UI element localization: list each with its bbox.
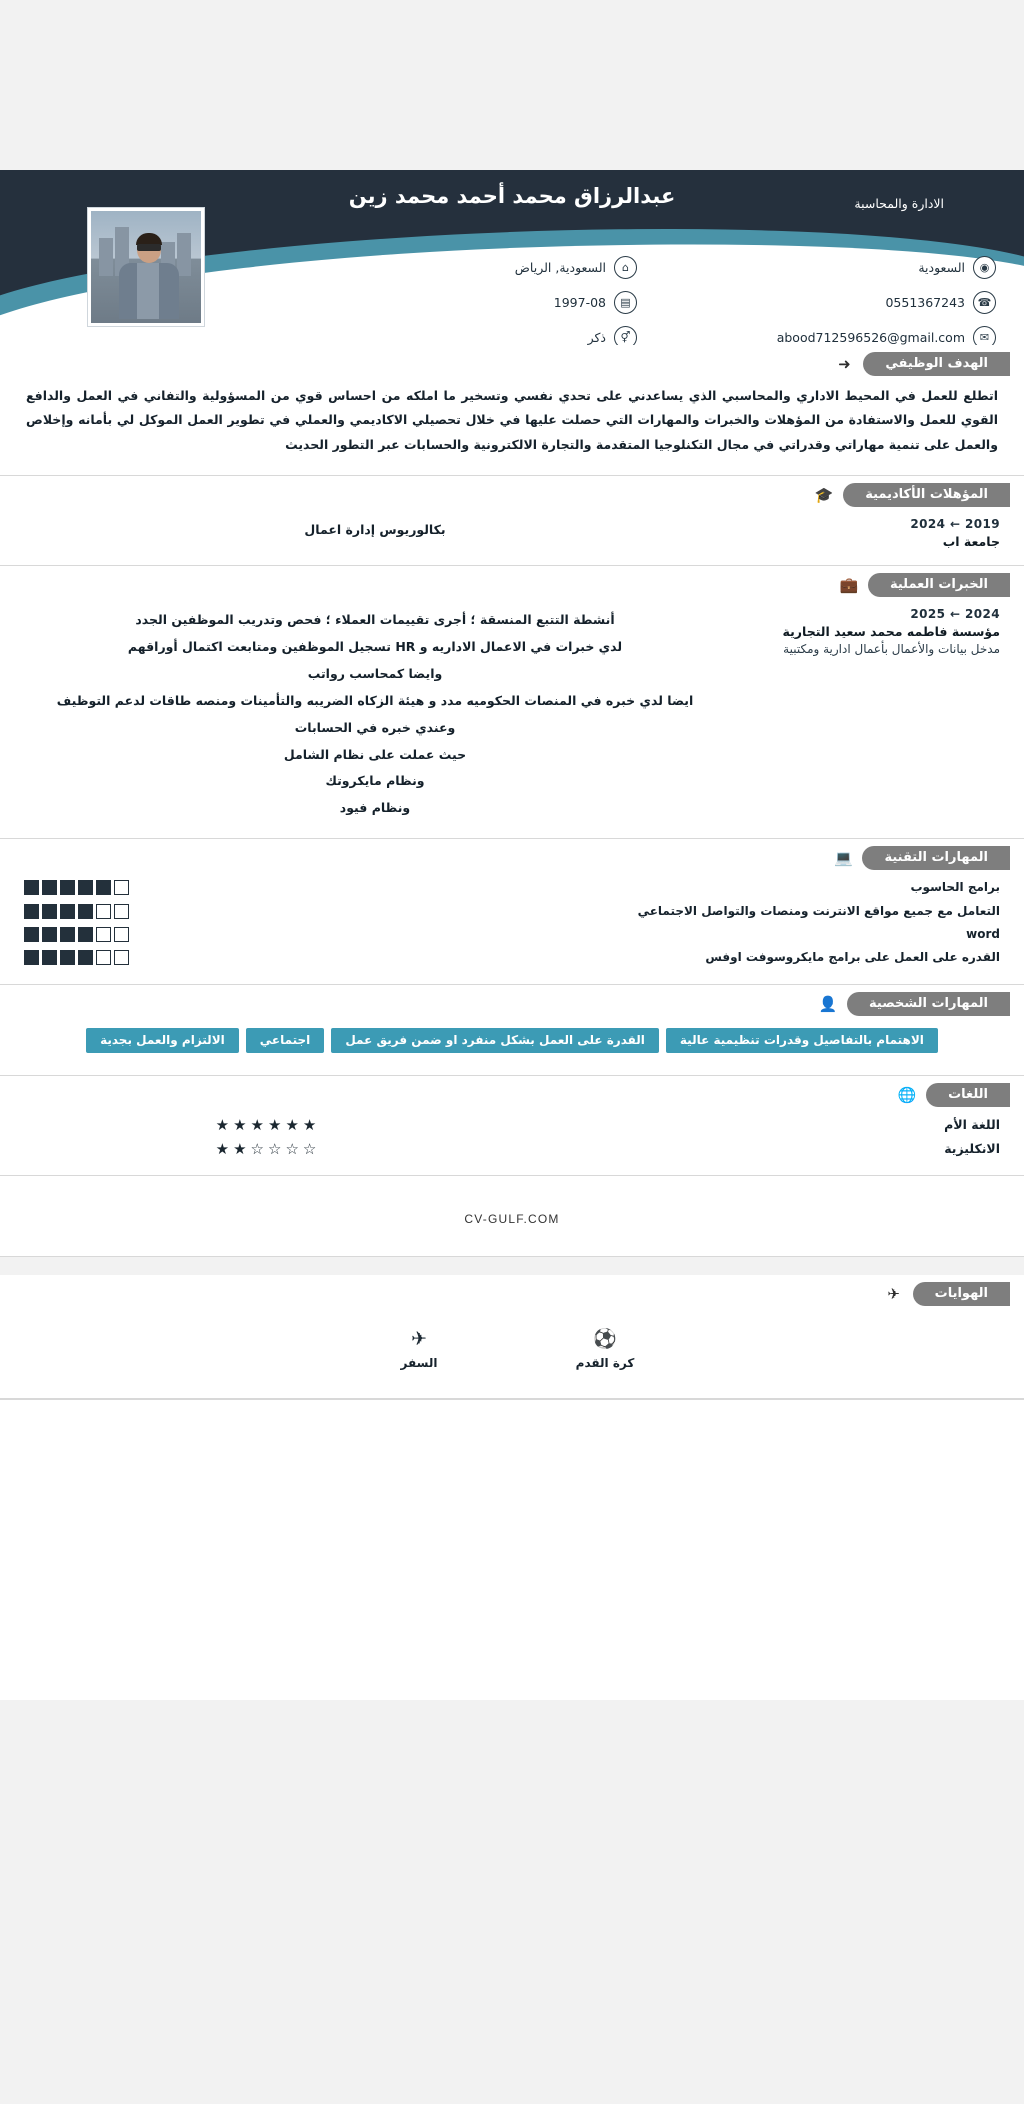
rating-box <box>78 904 93 919</box>
experience-entry <box>14 603 1010 824</box>
section-education <box>0 476 1024 566</box>
avatar <box>88 208 204 326</box>
rating-box <box>24 904 39 919</box>
person-skill-icon: 👤 <box>818 994 838 1013</box>
calendar-icon: ▤ <box>614 291 637 314</box>
section-objective <box>0 345 1024 476</box>
rating-box <box>114 904 129 919</box>
technical-skill-list <box>14 876 1010 970</box>
language-row <box>14 1137 1010 1161</box>
contact-item-location <box>637 256 996 279</box>
page-break-gap <box>0 1257 1024 1275</box>
contact-text: السعودية, الرياض <box>514 260 606 275</box>
skill-rating <box>24 927 144 942</box>
section-title: الخبرات العملية <box>868 573 1010 597</box>
skill-chip: اجتماعي <box>246 1028 325 1053</box>
technical-skill-row <box>14 946 1010 969</box>
list-item: لدي خبرات في الاعمال الاداريه و HR تسجيل الموظفين ومتابعت اكتمال أوراقهم <box>127 639 623 654</box>
contact-item-gender <box>278 326 637 345</box>
rating-box <box>24 927 39 942</box>
section-personal-skills <box>0 985 1024 1076</box>
phone-icon: ☎ <box>973 291 996 314</box>
hobby-label: كرة القدم <box>575 1356 635 1371</box>
page-title: عبدالرزاق محمد أحمد محمد زين <box>348 184 676 208</box>
cv-body-page-2 <box>0 1275 1024 1701</box>
rating-box <box>60 950 75 965</box>
personal-skill-chips <box>14 1022 1010 1061</box>
list-item: ونظام فيود <box>339 800 411 816</box>
computer-icon: 💻 <box>834 849 853 868</box>
education-degree: بكالوريوس إدارة اعمال <box>304 522 446 538</box>
section-technical-skills <box>0 839 1024 985</box>
rating-box <box>24 950 39 965</box>
rating-box <box>60 904 75 919</box>
header-field-label: الادارة والمحاسبة <box>854 196 944 211</box>
hobby-item <box>374 1328 464 1371</box>
rating-box <box>96 927 111 942</box>
skill-rating <box>24 880 144 895</box>
rating-box <box>78 880 93 895</box>
language-row <box>14 1113 1010 1137</box>
skill-label: القدره على العمل على برامج مايكروسوفت اوفس <box>705 950 1000 965</box>
cv-body <box>0 345 1024 1257</box>
language-label: اللغة الأم <box>944 1117 1000 1133</box>
rating-box <box>114 880 129 895</box>
envelope-icon: ✉ <box>973 326 996 345</box>
rating-box <box>24 880 39 895</box>
rating-box <box>42 904 57 919</box>
skill-label: word <box>966 926 1000 941</box>
hobby-label: السفر <box>400 1356 438 1371</box>
cv-header <box>0 170 1024 345</box>
contact-item-phone <box>637 291 996 314</box>
rating-box <box>114 927 129 942</box>
skill-chip: الالتزام والعمل بجدية <box>86 1028 239 1053</box>
section-title: المهارات التقنية <box>862 846 1010 870</box>
experience-company: مؤسسة فاطمه محمد سعيد التجارية <box>782 624 1000 640</box>
rating-box <box>42 950 57 965</box>
rating-box <box>78 950 93 965</box>
hobby-icon: ✈ <box>887 1284 900 1303</box>
rating-box <box>114 950 129 965</box>
experience-dates: 2024 ← 2025 <box>910 607 1000 622</box>
footer-brand: CV-GULF.COM <box>464 1211 560 1226</box>
rating-box <box>96 950 111 965</box>
home-icon: ⌂ <box>614 256 637 279</box>
section-hobbies <box>0 1275 1024 1400</box>
experience-bullets <box>24 607 726 822</box>
rating-box <box>60 927 75 942</box>
technical-skill-row <box>14 876 1010 899</box>
contact-text: 1997-08 <box>553 295 606 310</box>
objective-text: اتطلع للعمل في المحيط الاداري والمحاسبي الذي يساعدني على تحدي نفسي وتسخير ما املكه من احساس قوي من المسؤولية والتفاني في العمل والدافع القوي للعمل والاستفادة من المؤهلات والخبرات والمهارات التي حصلت عليها في خلال تحصيلي الاكاديمي والعملي في تطوير العمل الموكل لي بأمانه وإخلاص والعمل على تنمية مهاراتي وقدراتي في مجال التكنلوجيا المتقدمة والتجارة الالكترونية والحسابات عبر التطور الحديث <box>26 388 998 452</box>
education-institution: جامعة اب <box>942 534 1000 550</box>
graduation-cap-icon: 🎓 <box>814 486 834 505</box>
contact-item-email[interactable] <box>637 326 996 345</box>
section-experience <box>0 566 1024 839</box>
list-item: وعندي خبره في الحسابات <box>294 719 456 735</box>
list-item: وايضا كمحاسب رواتب <box>307 665 443 681</box>
travel-globe-icon: ✈ <box>411 1327 427 1350</box>
contact-text: 0551367243 <box>885 295 965 310</box>
hobby-list <box>14 1312 1010 1385</box>
rating-box <box>42 927 57 942</box>
skill-label: برامج الحاسوب <box>910 880 1000 895</box>
language-icon: 🌐 <box>897 1085 917 1104</box>
skill-rating <box>24 950 144 965</box>
skill-chip: القدرة على العمل بشكل منفرد او ضمن فريق عمل <box>331 1028 659 1053</box>
list-item: ايضا لدي خبره في المنصات الحكوميه مدد و هيئة الزكاه الضريبه والتأمينات ومنصه طاقات لدعم التوظيف <box>56 692 694 708</box>
skill-chip: الاهتمام بالتفاصيل وقدرات تنظيمية عالية <box>666 1028 938 1053</box>
section-title: المهارات الشخصية <box>847 992 1010 1016</box>
education-dates: 2019 ← 2024 <box>910 517 1000 532</box>
skill-label: التعامل مع جميع مواقع الانترنت ومنصات والتواصل الاجتماعي <box>637 903 1000 918</box>
hobby-item <box>560 1328 650 1371</box>
experience-role: مدخل بيانات والأعمال بأعمال ادارية ومكتبية <box>783 642 1000 657</box>
list-item: حيث عملت على نظام الشامل <box>283 746 467 762</box>
contact-text: السعودية <box>918 260 965 275</box>
section-title: المؤهلات الأكاديمية <box>843 483 1010 507</box>
section-title: الهدف الوظيفي <box>863 352 1010 376</box>
rating-box <box>78 927 93 942</box>
contact-text: abood712596526@gmail.com <box>776 330 965 345</box>
language-rating: ★★☆☆☆☆ <box>215 1139 321 1158</box>
contact-item-birthdate <box>278 291 637 314</box>
rating-box <box>60 880 75 895</box>
location-pin-icon: ◉ <box>973 256 996 279</box>
technical-skill-row <box>14 900 1010 923</box>
contact-item-city <box>278 256 637 279</box>
rating-box <box>96 904 111 919</box>
section-title: اللغات <box>926 1083 1010 1107</box>
page-2-empty-area <box>0 1399 1024 1700</box>
rating-box <box>96 880 111 895</box>
rating-box <box>42 880 57 895</box>
language-rating: ★★★★★★ <box>215 1115 321 1134</box>
briefcase-icon: 💼 <box>839 576 859 595</box>
footer-band <box>0 1176 1024 1257</box>
section-title: الهوايات <box>913 1282 1010 1306</box>
list-item: ونظام مايكروتك <box>325 773 425 789</box>
skill-rating <box>24 904 144 919</box>
soccer-ball-icon: ⚽ <box>593 1327 617 1350</box>
page-top-margin <box>0 0 1024 170</box>
list-item: أنشطة التتبع المنسقة ؛ أجرى تقييمات العملاء ؛ فحص وتدريب الموظفين الجدد <box>135 612 615 628</box>
contact-text: ذكر <box>587 330 606 345</box>
language-list <box>14 1113 1010 1161</box>
section-languages <box>0 1076 1024 1176</box>
contact-grid <box>250 256 1024 345</box>
gender-icon: ⚥ <box>614 326 637 345</box>
education-entry <box>14 513 1010 551</box>
language-label: الانكليزية <box>944 1141 1000 1157</box>
technical-skill-row <box>14 923 1010 946</box>
target-icon: ➜ <box>838 355 851 373</box>
